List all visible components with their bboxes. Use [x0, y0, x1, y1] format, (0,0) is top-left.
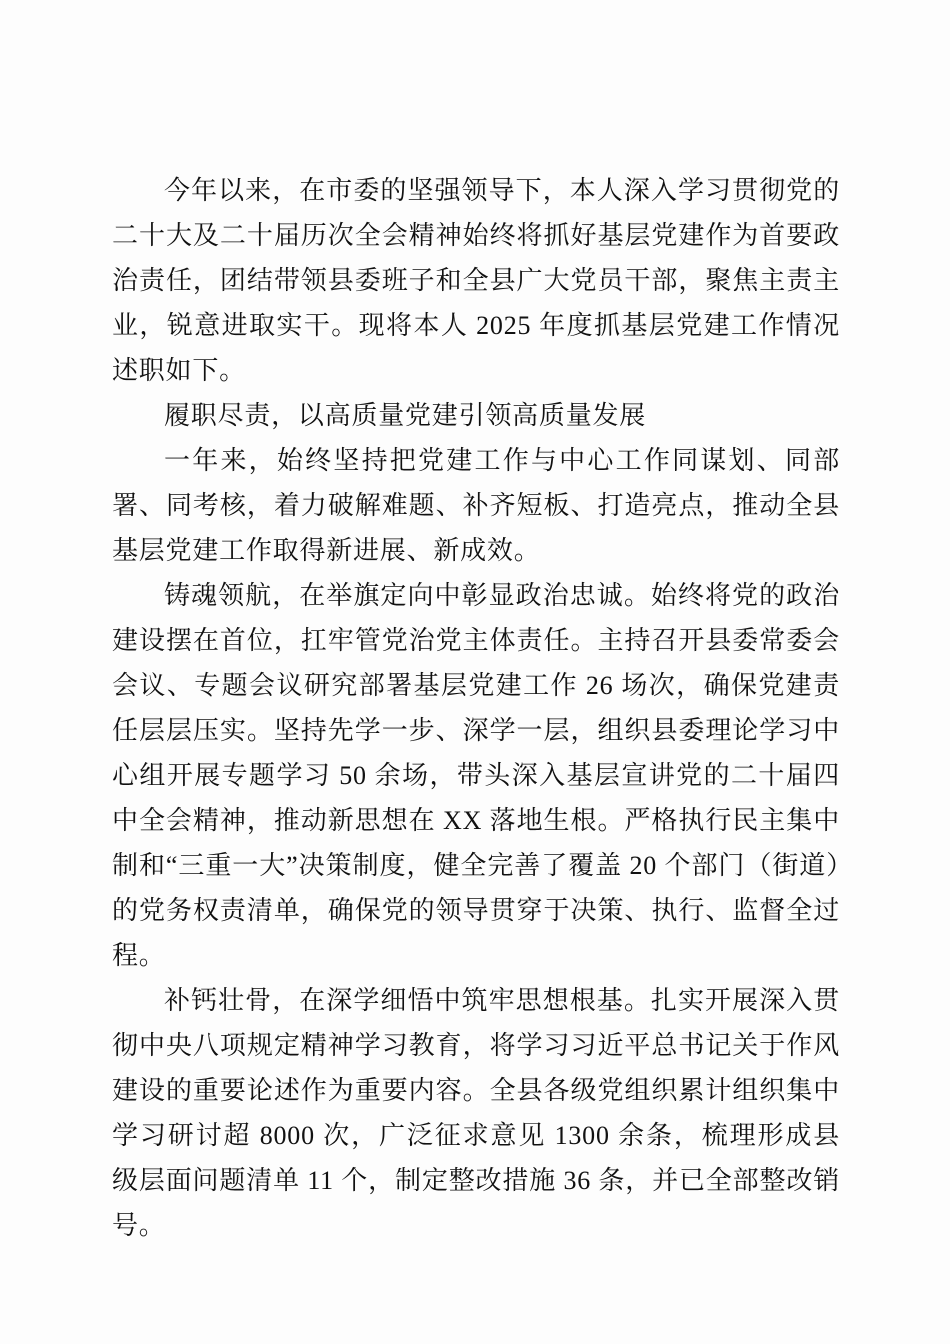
- paragraph-intro: 今年以来，在市委的坚强领导下，本人深入学习贯彻党的二十大及二十届历次全会精神始终将抓好基层党建作为首要政治责任，团结带领县委班子和全县广大党员干部，聚焦主责主业，锐意进取实干。现将本人 2025 年度抓基层党建工作情况述职如下。: [112, 176, 840, 385]
- section-heading: 履职尽责，以高质量党建引领高质量发展: [164, 401, 647, 430]
- paragraph-political-loyalty: 铸魂领航，在举旗定向中彰显政治忠诚。始终将党的政治建设摆在首位，扛牢管党治党主体责任。主持召开县委常委会会议、专题会议研究部署基层党建工作 26 场次，确保党建责任层层压实。坚持先学一步、深学一层，组织县委理论学习中心组开展专题学习 50 余场，带头深入基层宣讲党的二十届四中全会精神，推动新思想在 XX 落地生根。严格执行民主集中制和“三重一大”决策制度，健全完善了覆盖 20 个部门（街道）的党务权责清单，确保党的领导贯穿于决策、执行、监督全过程。: [112, 581, 840, 970]
- document-body: [112, 168, 840, 1248]
- paragraph-overview: 一年来，始终坚持把党建工作与中心工作同谋划、同部署、同考核，着力破解难题、补齐短板、打造亮点，推动全县基层党建工作取得新进展、新成效。: [112, 446, 840, 565]
- paragraph-ideological-foundation: 补钙壮骨，在深学细悟中筑牢思想根基。扎实开展深入贯彻中央八项规定精神学习教育，将学习习近平总书记关于作风建设的重要论述作为重要内容。全县各级党组织累计组织集中学习研讨超 8000 次，广泛征求意见 1300 余条，梳理形成县级层面问题清单 11 个，制定整改措施 36 条，并已全部整改销号。: [112, 986, 840, 1240]
